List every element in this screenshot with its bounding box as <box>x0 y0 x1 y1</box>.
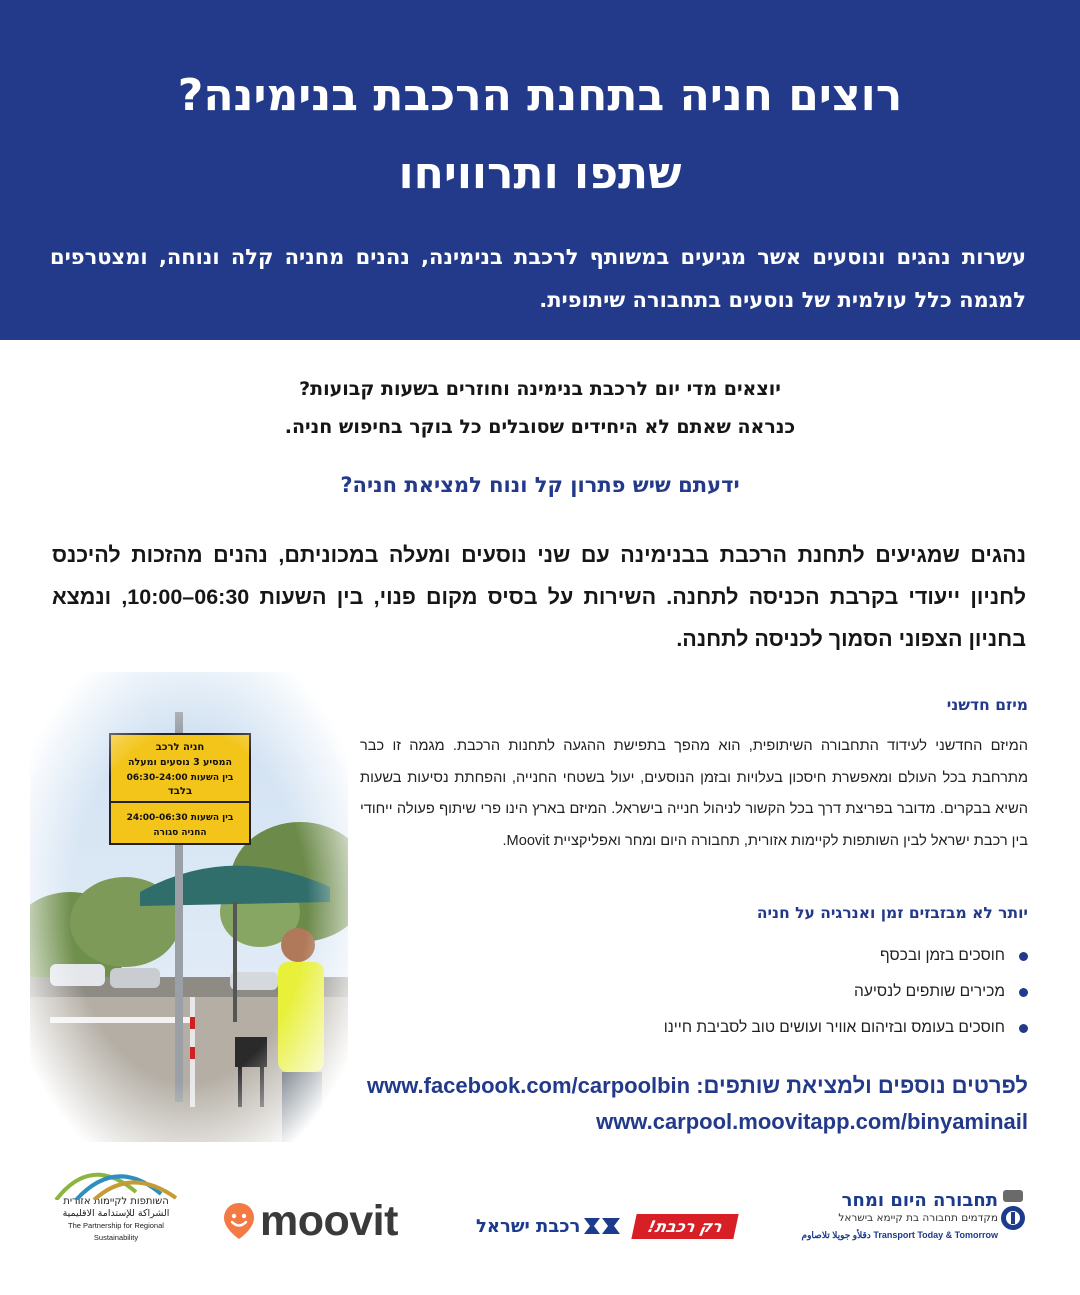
transport-today-logo <box>801 1176 1026 1246</box>
benefit-text: חוסכים בזמן ובכסף <box>880 947 1005 964</box>
list-item <box>360 974 1028 1010</box>
parking-photo <box>30 672 348 1142</box>
service-description: נהגים שמגיעים לתחנת הרכבת בבנימינה עם שני נוסעים ומעלה במכוניתם, נהנים מהזכות להיכנס לחניון ייעודי בקרבת הכניסה לתחנה. השירות על בסיס מקום פנוי, בין השעות 06:30–10:00, ונמצא בחניון הצפוני הסמוך לכניסה לתחנה. <box>52 543 1027 651</box>
moovit-wordmark: moovit <box>260 1196 398 1245</box>
transport-today-english: Transport Today & Tomorrow دقلأو جويلا تلاصاوم <box>801 1230 998 1240</box>
bullet-icon <box>1019 952 1028 961</box>
list-item <box>360 938 1028 974</box>
partnership-name-he: השותפות לקיימות אזורית <box>63 1196 169 1207</box>
benefits-list <box>360 938 1028 1046</box>
intro-line1: יוצאים מדי יום לרכבת בנימינה וחוזרים בשעות קבועות? <box>299 378 781 400</box>
bullet-icon <box>1019 988 1028 997</box>
benefit-text: חוסכים בעומס ובזיהום אוויר ועושים טוב לסביבת חיינו <box>663 1019 1005 1036</box>
banner-lead-text: עשרות נהגים ונוסעים אשר מגיעים במשותף לרכבת בנימינה, נהנים מחניה קלה ונוחה, ומצטרפים למגמה כלל עולמית של נוסעים בתחבורה שיתופית. <box>50 245 1026 312</box>
initiative-heading: מיזם חדשני <box>946 696 1028 714</box>
partnership-name-ar: الشراكة للإستدامة الاقليمية <box>62 1208 170 1219</box>
headline-line2: שתפו ותרוויחו <box>398 148 682 199</box>
benefits-heading: יותר לא מבזבזים זמן ואנרגיה על חניה <box>756 904 1028 922</box>
contact-links <box>340 1068 1028 1140</box>
moovit-pin-icon <box>222 1201 256 1241</box>
transport-today-tagline: מקדמים תחבורה בת קיימא בישראל <box>838 1212 998 1224</box>
intro-text <box>60 370 1020 446</box>
headline-line1: רוצים חניה בתחנת הרכבת בנימינה? <box>177 70 903 121</box>
railways-emblem-icon <box>580 1212 624 1240</box>
partnership-name-en: The Partnership for Regional Sustainability <box>68 1221 164 1242</box>
railways-slogan: רק רכבת! <box>632 1214 739 1239</box>
facebook-link[interactable]: www.facebook.com/carpoolbin <box>366 1073 691 1098</box>
transport-today-name: תחבורה היום ומחר <box>841 1190 998 1211</box>
moovit-carpool-link[interactable]: www.carpool.moovitapp.com/binyaminail <box>596 1109 1028 1134</box>
israel-railways-logo <box>472 1208 784 1244</box>
bullet-icon <box>1019 1024 1028 1033</box>
intro-line2: כנראה שאתם לא היחידים שסובלים כל בוקר בחיפוש חניה. <box>284 416 796 438</box>
partnership-logo <box>46 1160 186 1250</box>
initiative-text: המיזם החדשני לעידוד התחבורה השיתופית, הוא מהפך בתפישת ההגעה לתחנות הרכבת. מגמה זו כבר מתרחבת בכל העולם ומאפשרת חיסכון בעלויות ובזמן הנוסעים, יעול בשטחי החנייה, והפחתת נסיעות בשעות השיא בבקרים. מדובר בפריצת דרך בכל הקשור לניהול חנייה בישראל. המיזם בארץ הינו פרי שיתוף פעולה ייחודי בין רכבת ישראל לבין השותפות לקיימות אזורית, תחבורה היום ומחר ואפליקציית Moovit. <box>360 738 1028 850</box>
benefit-text: מכירים שותפים לנסיעה <box>854 983 1005 1000</box>
header-banner <box>0 0 1080 340</box>
question-heading: ידעתם שיש פתרון קל ונוח למציאת חניה? <box>340 473 740 497</box>
list-item <box>360 1010 1028 1046</box>
links-label: לפרטים נוספים ולמציאת שותפים: <box>696 1073 1028 1098</box>
railways-name: רכבת ישראל <box>476 1215 581 1237</box>
moovit-logo <box>222 1196 432 1246</box>
arcs-icon <box>46 1160 186 1200</box>
transport-today-emblem-icon <box>1000 1190 1026 1234</box>
